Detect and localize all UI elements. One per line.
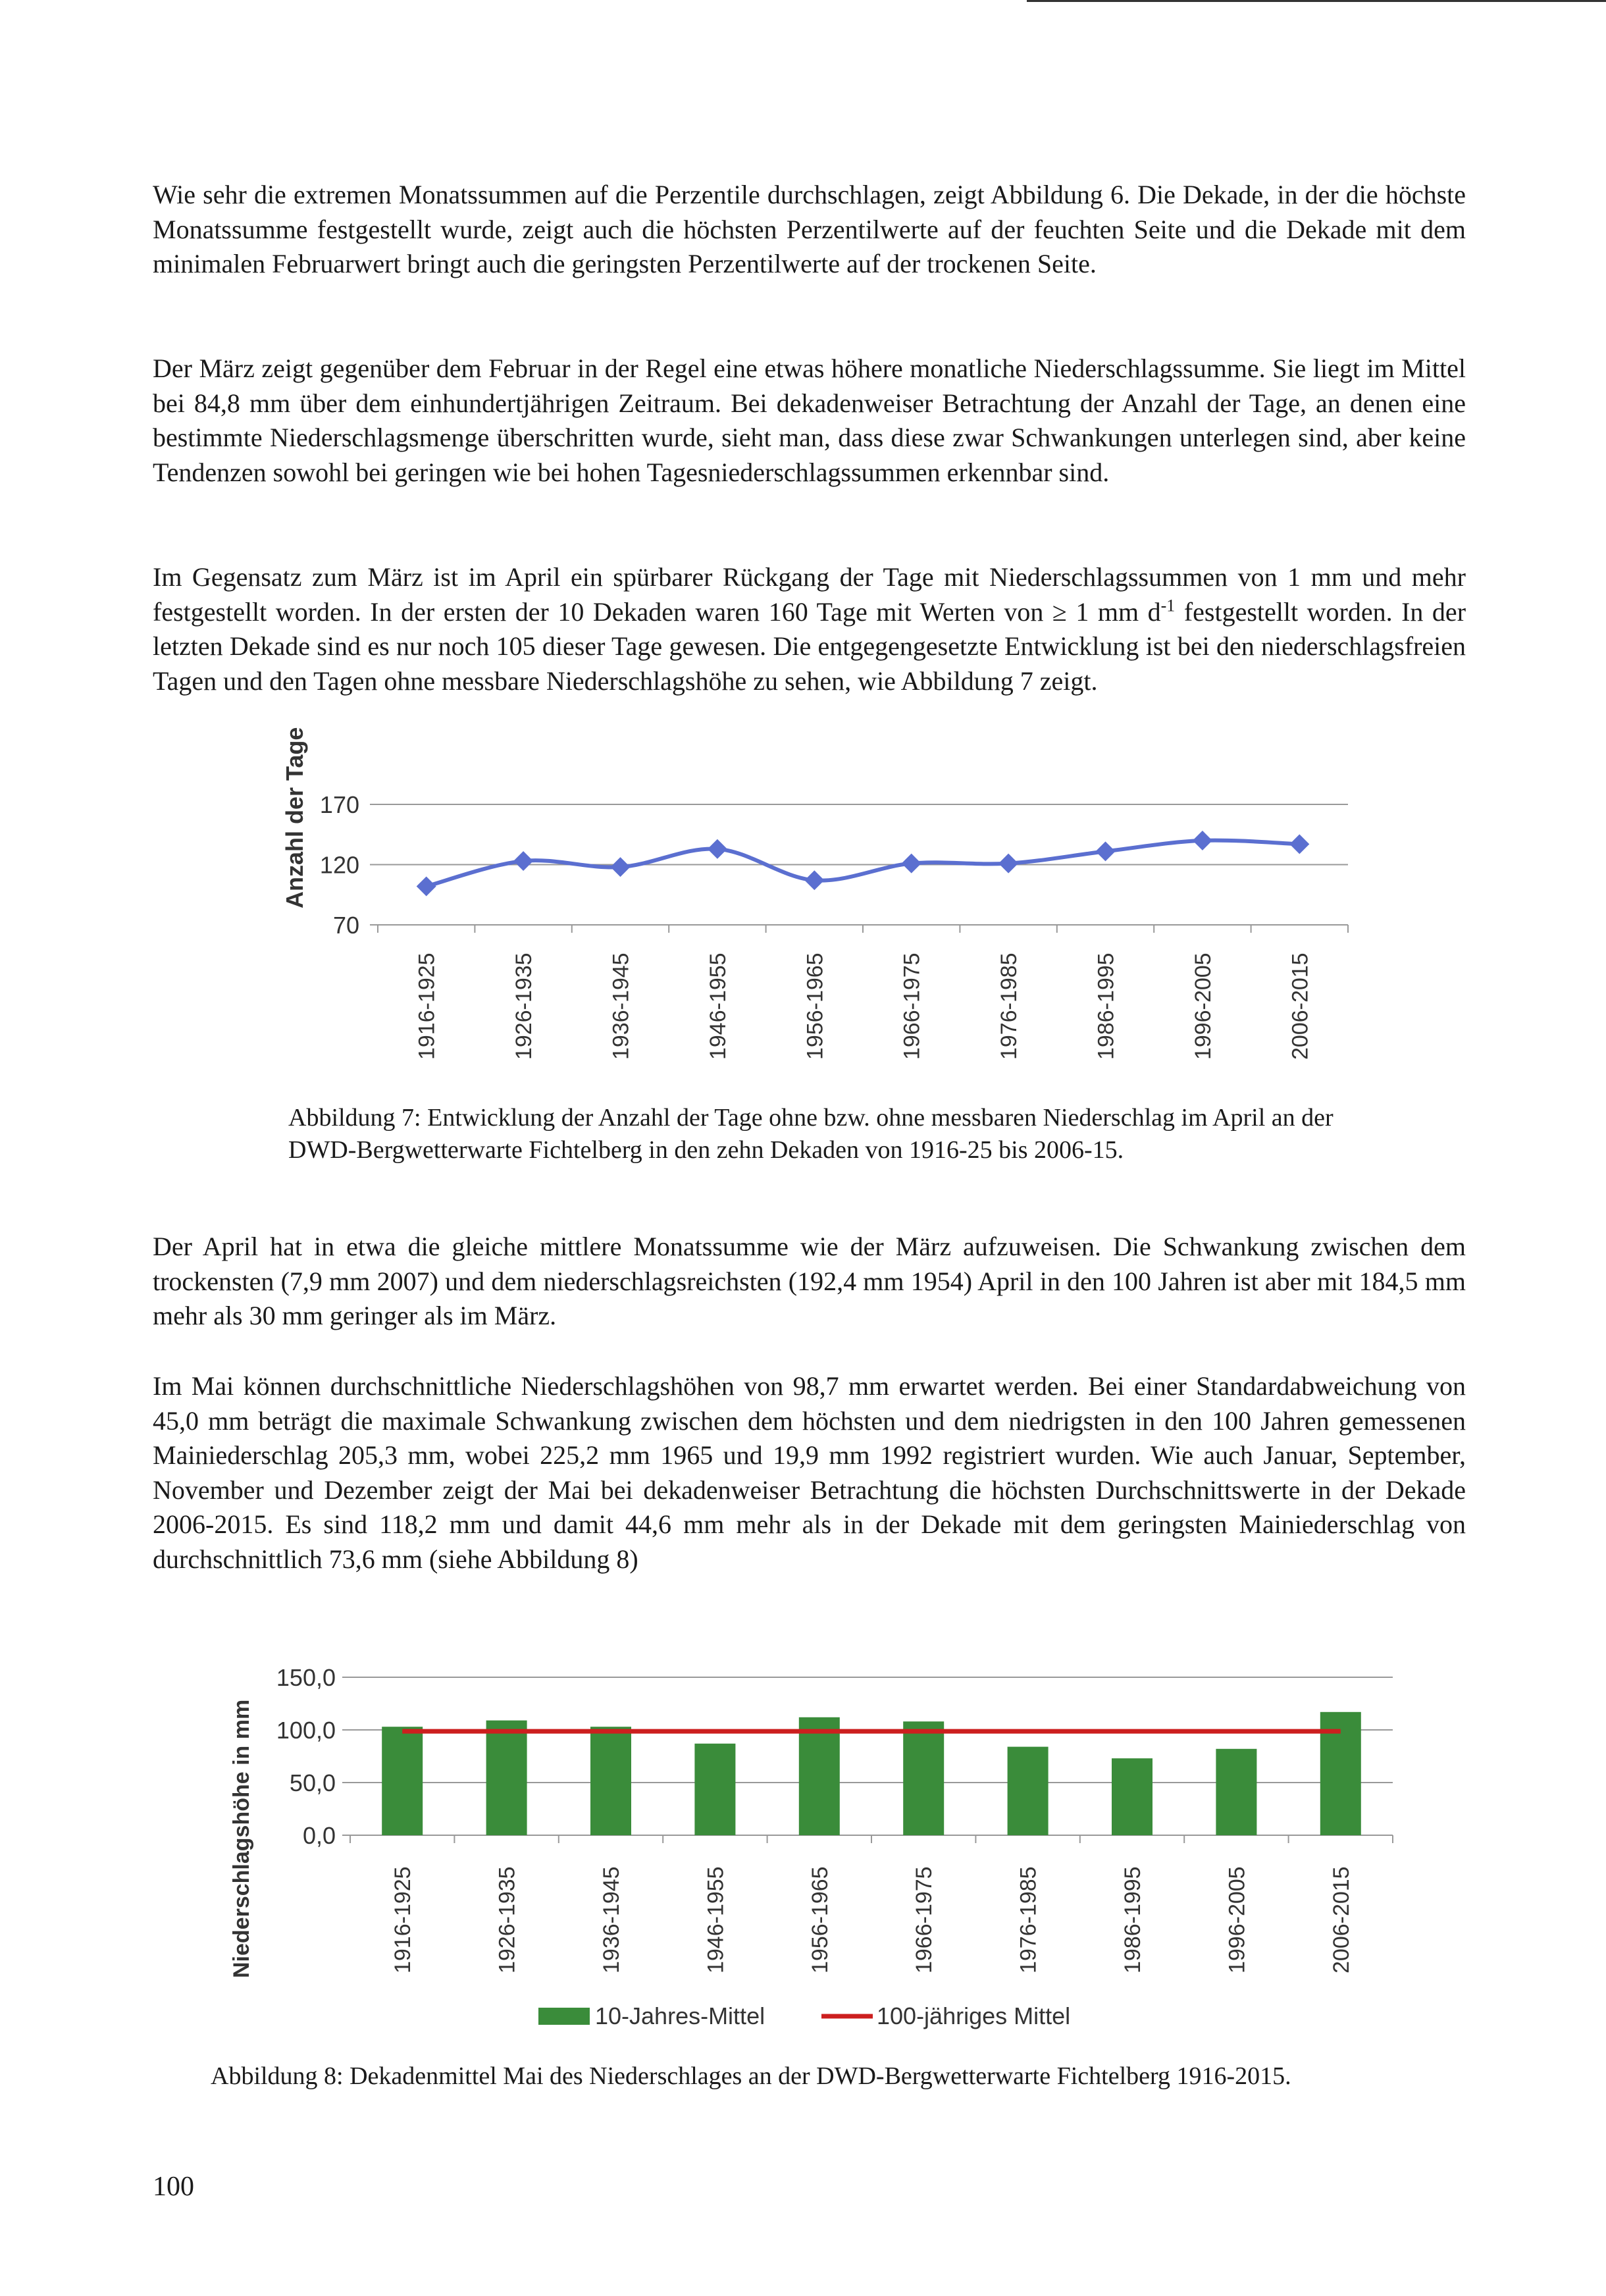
x-category-label: 1916-1925 [414,952,440,1060]
bar [486,1721,527,1835]
bar [590,1727,631,1835]
legend-swatch-bars [538,2008,590,2025]
legend-label-mean: 100-jähriges Mittel [877,2002,1071,2029]
x-category-label: 1916-1925 [390,1866,416,1973]
x-category-label: 1946-1955 [703,1866,729,1973]
y-axis-label: Anzahl der Tage [281,727,308,908]
x-category-label: 1936-1945 [608,952,634,1060]
bar [694,1744,735,1835]
bar [1112,1758,1153,1835]
x-category-label: 1976-1985 [1016,1866,1041,1973]
legend-label-bars: 10-Jahres-Mittel [595,2002,765,2029]
x-category-label: 1966-1975 [899,952,925,1060]
figure-8-caption: Abbildung 8: Dekadenmittel Mai des Niederschlages an der DWD-Bergwetterwarte Fichtelberg 1916-2015. [211,2062,1291,2090]
y-tick-label: 0,0 [302,1822,336,1849]
x-category-label: 1986-1995 [1093,952,1119,1060]
figure-7-caption: Abbildung 7: Entwicklung der Anzahl der Tage ohne bzw. ohne messbaren Niederschlag im April an der DWD-Bergwetterwarte Fichtelberg in den zehn Dekaden von 1916-25 bis 2006-15. [288,1104,1334,1164]
x-category-label: 1996-2005 [1190,952,1216,1060]
bar [1216,1749,1256,1835]
y-tick-label: 150,0 [276,1664,336,1691]
x-category-label: 1936-1945 [599,1866,624,1973]
bar [903,1721,944,1835]
paragraph-3-sup: -1 [1160,596,1176,615]
y-tick-label: 70 [332,912,359,939]
x-category-label: 1956-1965 [807,1866,833,1973]
x-category-label: 1966-1975 [912,1866,937,1973]
bar [1008,1747,1049,1835]
x-category-label: 1976-1985 [997,952,1022,1060]
y-tick-label: 100,0 [276,1717,336,1744]
y-tick-label: 120 [319,851,359,879]
paragraph-3-part2: festgestellt worden. In der letzten Dekade sind es nur noch 105 dieser Tage gewesen. Die entgegengesetzte Entwicklung ist bei den niederschlagsfreien Tagen und den Tagen ohne messbare Niederschlagshöhe zu sehen, wie Abbildung 7 zeigt. [153,596,1466,696]
x-category-label: 1986-1995 [1120,1866,1145,1973]
paragraph-2: Der März zeigt gegenüber dem Februar in der Regel eine etwas höhere monatliche Niederschlagssumme. Sie liegt im Mittel bei 84,8 mm über dem einhundertjährigen Zeitraum. Bei dekadenweiser Betrachtung der Anzahl der Tage, an denen eine bestimmte Niederschlagsmenge überschritten wurde, sieht man, dass diese zwar Schwankungen unterlegen sind, aber keine Tendenzen sowohl bei geringen wie bei hohen Tagesniederschlagssummen erkennbar sind. [153,353,1466,487]
x-category-label: 1946-1955 [705,952,731,1060]
bar [799,1717,840,1835]
y-axis-label: Niederschlagshöhe in mm [229,1699,254,1978]
paragraph-5: Im Mai können durchschnittliche Niederschlagshöhen von 98,7 mm erwartet werden. Bei einer Standardabweichung von 45,0 mm beträgt die maximale Schwankung zwischen dem höchsten und dem niedrigsten in den 100 Jahren gemessenen Mainiederschlag 205,3 mm, wobei 225,2 mm 1965 und 19,9 mm 1992 registriert wurden. Wie auch Januar, September, November und Dezember zeigt der Mai bei dekadenweiser Betrachtung die höchsten Durchschnittswerte in der Dekade 2006-2015. Es sind 118,2 mm und damit 44,6 mm mehr als in der Dekade mit dem geringsten Mainiederschlag von durchschnittlich 73,6 mm (siehe Abbildung 8) [153,1371,1466,1574]
x-category-label: 1926-1935 [511,952,537,1060]
page-number: 100 [153,2172,194,2202]
y-tick-label: 50,0 [289,1769,336,1796]
x-category-label: 2006-2015 [1287,952,1313,1060]
x-category-label: 1996-2005 [1224,1866,1250,1973]
paragraph-1: Wie sehr die extremen Monatssummen auf die Perzentile durchschlagen, zeigt Abbildung 6. Die Dekade, in der die höchste Monatssumme festgestellt wurde, zeigt auch die höchsten Perzentilwerte auf der feuchten Seite und die Dekade mit dem minimalen Februarwert bringt auch die geringsten Perzentilwerte auf der trockenen Seite. [153,180,1466,278]
x-category-label: 1956-1965 [802,952,828,1060]
paragraph-3-part1: Im Gegensatz zum März ist im April ein spürbarer Rückgang der Tage mit Niederschlagssummen von 1 mm und mehr festgestellt worden. In der ersten der 10 Dekaden waren 160 Tage mit Werten von ≥ 1 mm d [153,562,1466,627]
x-category-label: 1926-1935 [494,1866,520,1973]
x-category-label: 2006-2015 [1328,1866,1354,1973]
bar [382,1727,423,1835]
y-tick-label: 170 [319,791,359,818]
paragraph-4: Der April hat in etwa die gleiche mittlere Monatssumme wie der März aufzuweisen. Die Schwankung zwischen dem trockensten (7,9 mm 2007) und dem niederschlagsreichsten (192,4 mm 1954) April in den 100 Jahren ist aber mit 184,5 mm mehr als 30 mm geringer als im März. [153,1232,1466,1330]
